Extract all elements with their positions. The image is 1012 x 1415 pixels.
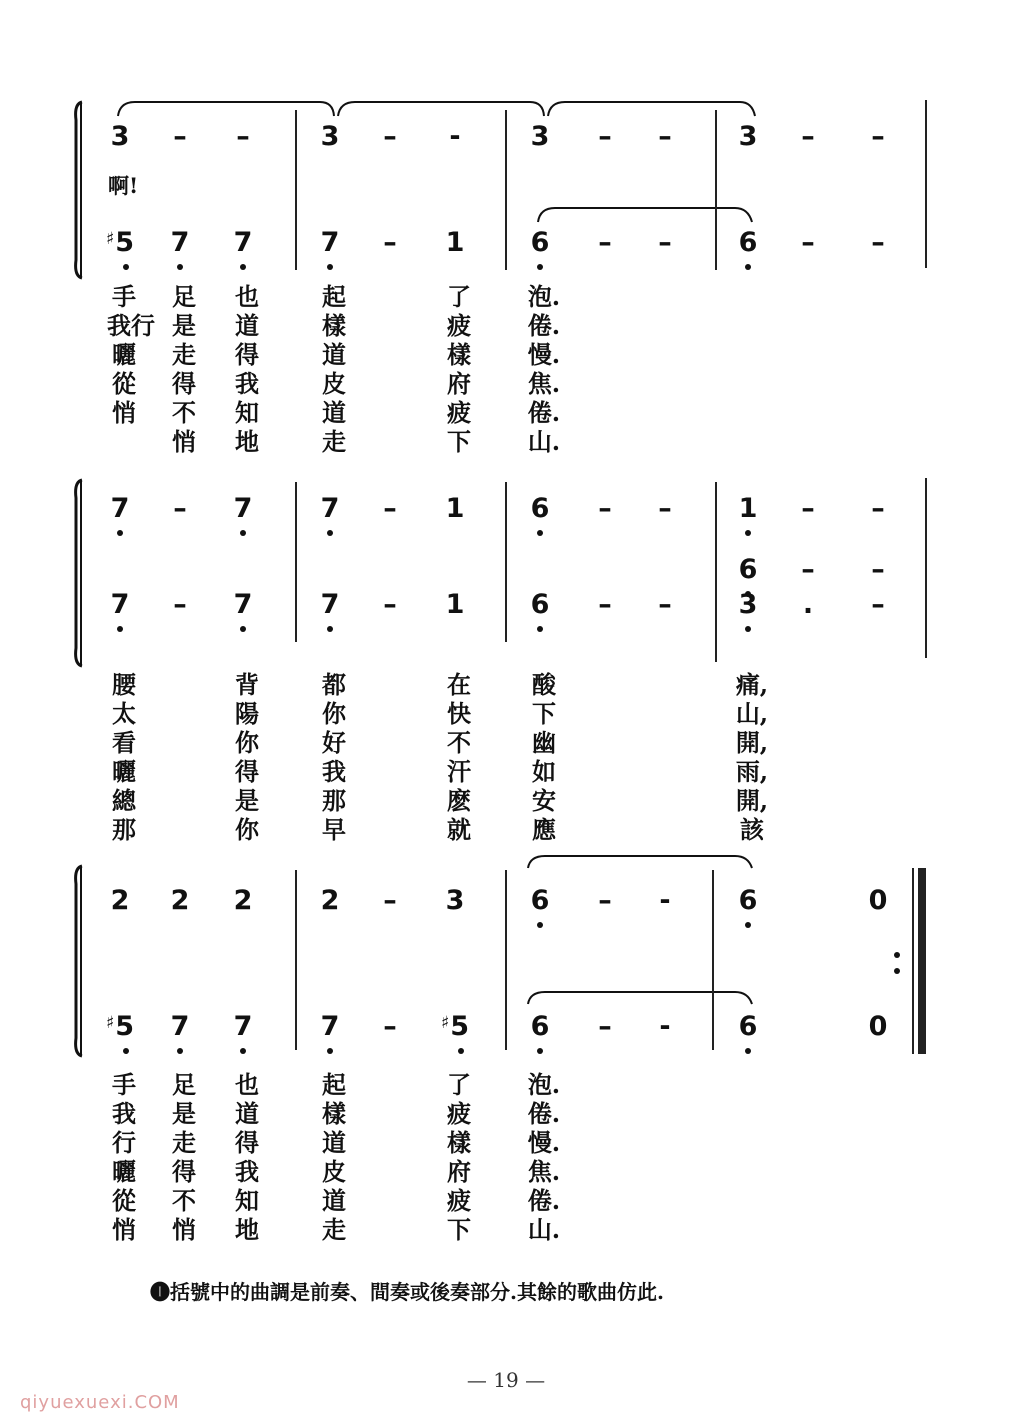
note-value: 6 bbox=[530, 589, 550, 620]
note-7 bbox=[298, 1012, 362, 1042]
note-6 bbox=[716, 1012, 780, 1042]
dash-mark bbox=[633, 590, 697, 620]
repeat-dot bbox=[894, 968, 900, 974]
barline bbox=[295, 482, 297, 642]
note-value: 7 bbox=[320, 227, 340, 258]
note-value: 3 bbox=[110, 121, 130, 152]
barline bbox=[295, 110, 297, 270]
note-1 bbox=[716, 494, 780, 524]
note-value: – bbox=[801, 493, 815, 524]
dash-mark bbox=[633, 122, 697, 152]
lyric-column: 了 疲 樣 府 疲 下 bbox=[447, 282, 471, 456]
note-value: 3 bbox=[738, 121, 758, 152]
lower-octave-dot bbox=[745, 922, 751, 928]
page-number: — 19 — bbox=[466, 1368, 546, 1392]
note-value: 7 bbox=[233, 589, 253, 620]
note-value: 1 bbox=[445, 227, 465, 258]
dash-mark bbox=[776, 555, 840, 585]
lower-octave-dot bbox=[123, 1048, 129, 1054]
note-value: – bbox=[801, 227, 815, 258]
note-value: – bbox=[801, 554, 815, 585]
note-value: 7 bbox=[320, 493, 340, 524]
note-value: 6 bbox=[530, 1011, 550, 1042]
note-6 bbox=[716, 886, 780, 916]
note-6 bbox=[508, 590, 572, 620]
note-7 bbox=[88, 494, 152, 524]
dash-mark bbox=[358, 228, 422, 258]
note-6 bbox=[508, 228, 572, 258]
note-value: 7 bbox=[110, 493, 130, 524]
note-value: 2 bbox=[170, 885, 190, 916]
lyric-column: 腰 太 看 曬 總 那 bbox=[112, 670, 136, 844]
dash-mark bbox=[846, 590, 910, 620]
note-3 bbox=[423, 886, 487, 916]
note-value: – bbox=[658, 493, 672, 524]
note-5 bbox=[423, 1012, 487, 1042]
lyric-column: 手 我 行 曬 從 悄 bbox=[112, 1070, 136, 1244]
dash-mark bbox=[358, 590, 422, 620]
note-value: 0 bbox=[868, 885, 888, 916]
lyric-column: 痛, 山, 開, 雨, 開, 該 bbox=[735, 670, 769, 844]
note-7 bbox=[211, 1012, 275, 1042]
barline bbox=[925, 100, 927, 268]
note-1 bbox=[423, 228, 487, 258]
barline bbox=[712, 870, 714, 1050]
note-value: 5 bbox=[450, 1011, 470, 1042]
barline bbox=[505, 110, 507, 270]
note-0 bbox=[846, 886, 910, 916]
dash-mark bbox=[573, 122, 637, 152]
note-value: – bbox=[598, 1011, 612, 1042]
note-2 bbox=[298, 886, 362, 916]
note-value: – bbox=[598, 227, 612, 258]
repeat-dot bbox=[894, 952, 900, 958]
lower-octave-dot bbox=[117, 626, 123, 632]
note-7 bbox=[211, 494, 275, 524]
lower-octave-dot bbox=[537, 922, 543, 928]
dash-mark bbox=[573, 1012, 637, 1042]
note-7 bbox=[211, 590, 275, 620]
note-value: – bbox=[871, 227, 885, 258]
dash-mark bbox=[358, 886, 422, 916]
dash-mark bbox=[358, 122, 422, 152]
lower-octave-dot bbox=[327, 626, 333, 632]
lower-octave-dot bbox=[537, 264, 543, 270]
dash-mark bbox=[776, 228, 840, 258]
lower-octave-dot bbox=[745, 530, 751, 536]
note-value: 0 bbox=[868, 1011, 888, 1042]
lower-octave-dot bbox=[177, 1048, 183, 1054]
sharp-accidental: ♯ bbox=[440, 1013, 450, 1033]
note-value: – bbox=[658, 589, 672, 620]
dash-mark bbox=[846, 228, 910, 258]
note-5 bbox=[88, 228, 152, 258]
dash-mark bbox=[846, 494, 910, 524]
dash-mark bbox=[633, 228, 697, 258]
note-value: – bbox=[598, 885, 612, 916]
note-7 bbox=[298, 590, 362, 620]
note-value: – bbox=[598, 121, 612, 152]
note-value: – bbox=[871, 493, 885, 524]
lyric-column: 手 我行 曬 從 悄 bbox=[107, 282, 155, 427]
lower-octave-dot bbox=[745, 264, 751, 270]
note-value: 3 bbox=[530, 121, 550, 152]
note-value: 7 bbox=[110, 589, 130, 620]
note-7 bbox=[298, 228, 362, 258]
note-value: 2 bbox=[233, 885, 253, 916]
note-7 bbox=[211, 228, 275, 258]
lower-octave-dot bbox=[240, 1048, 246, 1054]
note-value: – bbox=[383, 121, 397, 152]
lyric-column: 起 樣 道 皮 道 走 bbox=[322, 1070, 346, 1244]
note-value: – bbox=[598, 589, 612, 620]
note-value: – bbox=[236, 121, 250, 152]
note-value: 7 bbox=[233, 227, 253, 258]
lower-octave-dot bbox=[327, 264, 333, 270]
dash-mark bbox=[776, 122, 840, 152]
lyric-column: 都 你 好 我 那 早 bbox=[322, 670, 346, 844]
note-value: - bbox=[659, 1011, 671, 1042]
note-value: – bbox=[173, 589, 187, 620]
barline bbox=[295, 870, 297, 1050]
note-value: – bbox=[383, 589, 397, 620]
note-value: 7 bbox=[233, 1011, 253, 1042]
note-value: 6 bbox=[530, 493, 550, 524]
lower-octave-dot bbox=[327, 530, 333, 536]
lower-octave-dot bbox=[240, 530, 246, 536]
note-6 bbox=[508, 1012, 572, 1042]
note-value: 7 bbox=[170, 227, 190, 258]
dash-mark bbox=[211, 122, 275, 152]
lyric-column: 足 是 走 得 不 悄 bbox=[172, 1070, 196, 1244]
note-6 bbox=[716, 228, 780, 258]
dash-mark bbox=[573, 228, 637, 258]
note-value: – bbox=[658, 227, 672, 258]
note-value: . bbox=[802, 589, 814, 620]
note-value: - bbox=[449, 121, 461, 152]
lower-octave-dot bbox=[745, 1048, 751, 1054]
dash-mark bbox=[573, 886, 637, 916]
note-value: – bbox=[383, 1011, 397, 1042]
lyric-column: 泡. 倦. 慢. 焦. 倦. 山. bbox=[527, 1070, 561, 1244]
sharp-accidental: ♯ bbox=[105, 1013, 115, 1033]
lower-octave-dot bbox=[537, 1048, 543, 1054]
note-2 bbox=[148, 886, 212, 916]
dash-mark bbox=[846, 555, 910, 585]
lyric-column: 也 道 得 我 知 地 bbox=[235, 282, 259, 456]
lyric-column: 背 陽 你 得 是 你 bbox=[235, 670, 259, 844]
note-3 bbox=[716, 122, 780, 152]
dash-mark bbox=[148, 494, 212, 524]
note-2 bbox=[88, 886, 152, 916]
note-6 bbox=[716, 555, 780, 585]
lower-octave-dot bbox=[240, 626, 246, 632]
note-7 bbox=[88, 590, 152, 620]
note-7 bbox=[148, 1012, 212, 1042]
lower-octave-dot bbox=[327, 1048, 333, 1054]
dash-mark bbox=[423, 122, 487, 152]
lower-octave-dot bbox=[117, 530, 123, 536]
note-value: 1 bbox=[445, 493, 465, 524]
dash-mark bbox=[573, 590, 637, 620]
final-barline-thick bbox=[918, 868, 926, 1054]
barline bbox=[925, 478, 927, 658]
lyric-column: 在 快 不 汗 麽 就 bbox=[447, 670, 471, 844]
dash-mark bbox=[633, 494, 697, 524]
interjection: 啊! bbox=[108, 173, 139, 198]
note-6 bbox=[508, 494, 572, 524]
note-value: – bbox=[173, 121, 187, 152]
note-value: 1 bbox=[445, 589, 465, 620]
note-3 bbox=[716, 590, 780, 620]
barline bbox=[505, 870, 507, 1050]
footnote: ❶括號中的曲調是前奏、間奏或後奏部分.其餘的歌曲仿此. bbox=[150, 1280, 664, 1304]
watermark: qiyuexuexi.COM bbox=[20, 1392, 180, 1413]
note-3 bbox=[508, 122, 572, 152]
dash-mark bbox=[776, 590, 840, 620]
note-value: 6 bbox=[530, 227, 550, 258]
dash-mark bbox=[573, 494, 637, 524]
note-value: 2 bbox=[320, 885, 340, 916]
dash-mark bbox=[846, 122, 910, 152]
note-value: 7 bbox=[320, 589, 340, 620]
note-value: 7 bbox=[170, 1011, 190, 1042]
note-0 bbox=[846, 1012, 910, 1042]
note-value: – bbox=[173, 493, 187, 524]
dash-mark bbox=[358, 1012, 422, 1042]
note-value: – bbox=[871, 121, 885, 152]
lyric-column: 也 道 得 我 知 地 bbox=[235, 1070, 259, 1244]
dash-mark bbox=[148, 122, 212, 152]
lyric-column: 了 疲 樣 府 疲 下 bbox=[447, 1070, 471, 1244]
note-7 bbox=[148, 228, 212, 258]
note-value: - bbox=[659, 885, 671, 916]
note-value: – bbox=[658, 121, 672, 152]
note-1 bbox=[423, 494, 487, 524]
lower-octave-dot bbox=[177, 264, 183, 270]
note-3 bbox=[88, 122, 152, 152]
lower-octave-dot bbox=[745, 626, 751, 632]
note-value: 3 bbox=[738, 589, 758, 620]
note-value: 6 bbox=[738, 885, 758, 916]
lyric-column: 足 是 走 得 不 悄 bbox=[172, 282, 196, 456]
note-7 bbox=[298, 494, 362, 524]
lyric-column: 泡. 倦. 慢. 焦. 倦. 山. bbox=[527, 282, 561, 456]
note-value: 6 bbox=[530, 885, 550, 916]
note-value: 6 bbox=[738, 554, 758, 585]
note-value: – bbox=[871, 554, 885, 585]
note-6 bbox=[508, 886, 572, 916]
sharp-accidental: ♯ bbox=[105, 229, 115, 249]
note-value: – bbox=[598, 493, 612, 524]
lower-octave-dot bbox=[123, 264, 129, 270]
note-value: 6 bbox=[738, 1011, 758, 1042]
lower-octave-dot bbox=[537, 530, 543, 536]
lower-octave-dot bbox=[537, 626, 543, 632]
note-value: – bbox=[383, 493, 397, 524]
lyric-column: 起 樣 道 皮 道 走 bbox=[322, 282, 346, 456]
note-value: 1 bbox=[738, 493, 758, 524]
note-value: 7 bbox=[320, 1011, 340, 1042]
note-value: – bbox=[801, 121, 815, 152]
lower-octave-dot bbox=[240, 264, 246, 270]
dash-mark bbox=[633, 886, 697, 916]
note-value: 6 bbox=[738, 227, 758, 258]
final-barline-thin bbox=[912, 868, 914, 1054]
note-value: 3 bbox=[320, 121, 340, 152]
note-value: 3 bbox=[445, 885, 465, 916]
note-value: 7 bbox=[233, 493, 253, 524]
note-1 bbox=[423, 590, 487, 620]
dash-mark bbox=[776, 494, 840, 524]
note-3 bbox=[298, 122, 362, 152]
note-value: 2 bbox=[110, 885, 130, 916]
dash-mark bbox=[358, 494, 422, 524]
note-value: – bbox=[383, 885, 397, 916]
note-value: – bbox=[871, 589, 885, 620]
note-value: 5 bbox=[115, 227, 135, 258]
lyric-column: 酸 下 幽 如 安 應 bbox=[532, 670, 556, 844]
note-value: 5 bbox=[115, 1011, 135, 1042]
barline bbox=[505, 482, 507, 642]
lower-octave-dot bbox=[458, 1048, 464, 1054]
note-value: – bbox=[383, 227, 397, 258]
dash-mark bbox=[633, 1012, 697, 1042]
note-5 bbox=[88, 1012, 152, 1042]
note-2 bbox=[211, 886, 275, 916]
dash-mark bbox=[148, 590, 212, 620]
